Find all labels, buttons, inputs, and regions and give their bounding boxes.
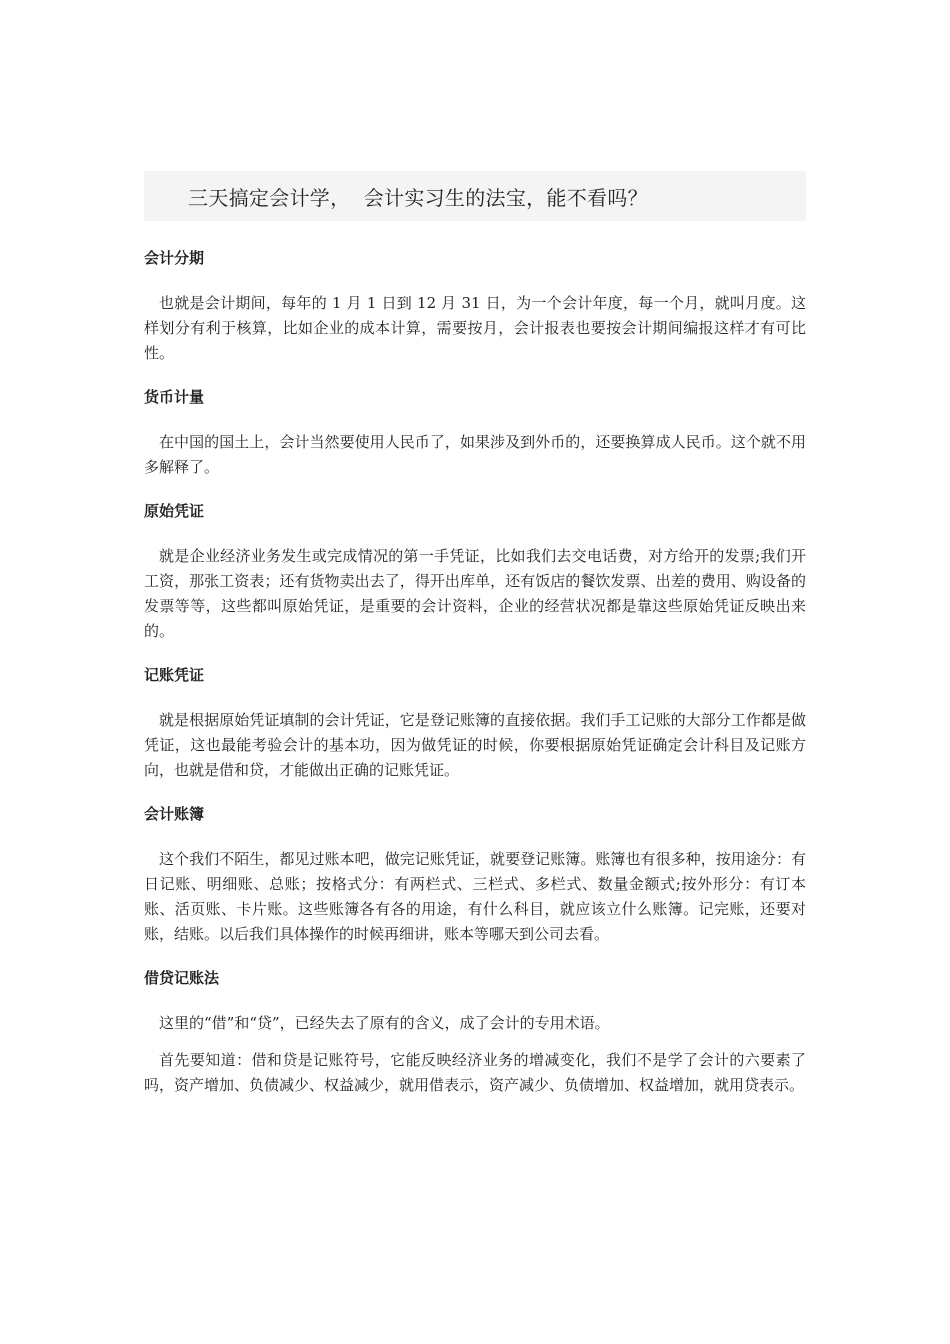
section-account-books (144, 804, 806, 947)
section-paragraph: 就是企业经济业务发生或完成情况的第一手凭证，比如我们去交电话费，对方给开的发票;我们开工资，那张工资表；还有货物卖出去了，得开出库单，还有饭店的餐饮发票、出差的费用、购设备的发票等等，这些都叫原始凭证，是重要的会计资料，企业的经营状况都是靠这些原始凭证反映出来的。 (144, 547, 806, 640)
section-heading: 原始凭证 (144, 502, 205, 520)
section-accounting-period (144, 248, 806, 366)
section-original-voucher (144, 501, 806, 644)
article-title: 三天搞定会计学， 会计实习生的法宝，能不看吗？ (144, 171, 806, 221)
section-paragraph: 也就是会计期间，每年的 1 月 1 日到 12 月 31 日，为一个会计年度，每一个月，就叫月度。这样划分有利于核算，比如企业的成本计算，需要按月，会计报表也要按会计期间编报这样才有可比性。 (144, 294, 806, 362)
section-paragraph: 在中国的国土上，会计当然要使用人民币了，如果涉及到外币的，还要换算成人民币。这个就不用多解释了。 (144, 433, 806, 476)
section-heading: 会计分期 (144, 249, 205, 267)
section-paragraph: 这个我们不陌生，都见过账本吧，做完记账凭证，就要登记账簿。账簿也有很多种，按用途分：有日记账、明细账、总账；按格式分：有两栏式、三栏式、多栏式、数量金额式;按外形分：有订本账、活页账、卡片账。这些账簿各有各的用途，有什么科目，就应该立什么账簿。记完账，还要对账，结账。以后我们具体操作的时候再细讲，账本等哪天到公司去看。 (144, 850, 806, 943)
section-paragraph: 首先要知道：借和贷是记账符号，它能反映经济业务的增减变化，我们不是学了会计的六要素了吗，资产增加、负债减少、权益减少，就用借表示，资产减少、负债增加、权益增加，就用贷表示。 (144, 1051, 806, 1094)
section-bookkeeping-voucher (144, 665, 806, 783)
section-heading: 会计账簿 (144, 805, 205, 823)
article (144, 171, 806, 1098)
section-debit-credit (144, 968, 806, 1098)
section-paragraph: 就是根据原始凭证填制的会计凭证，它是登记账簿的直接依据。我们手工记账的大部分工作都是做凭证，这也最能考验会计的基本功，因为做凭证的时候，你要根据原始凭证确定会计科目及记账方向，也就是借和贷，才能做出正确的记账凭证。 (144, 711, 806, 779)
section-heading: 货币计量 (144, 388, 205, 406)
section-heading: 记账凭证 (144, 666, 205, 684)
section-paragraph: 这里的“借”和“贷”，已经失去了原有的含义，成了会计的专用术语。 (159, 1014, 610, 1032)
section-heading: 借贷记账法 (144, 969, 220, 987)
section-monetary-measurement (144, 387, 806, 480)
